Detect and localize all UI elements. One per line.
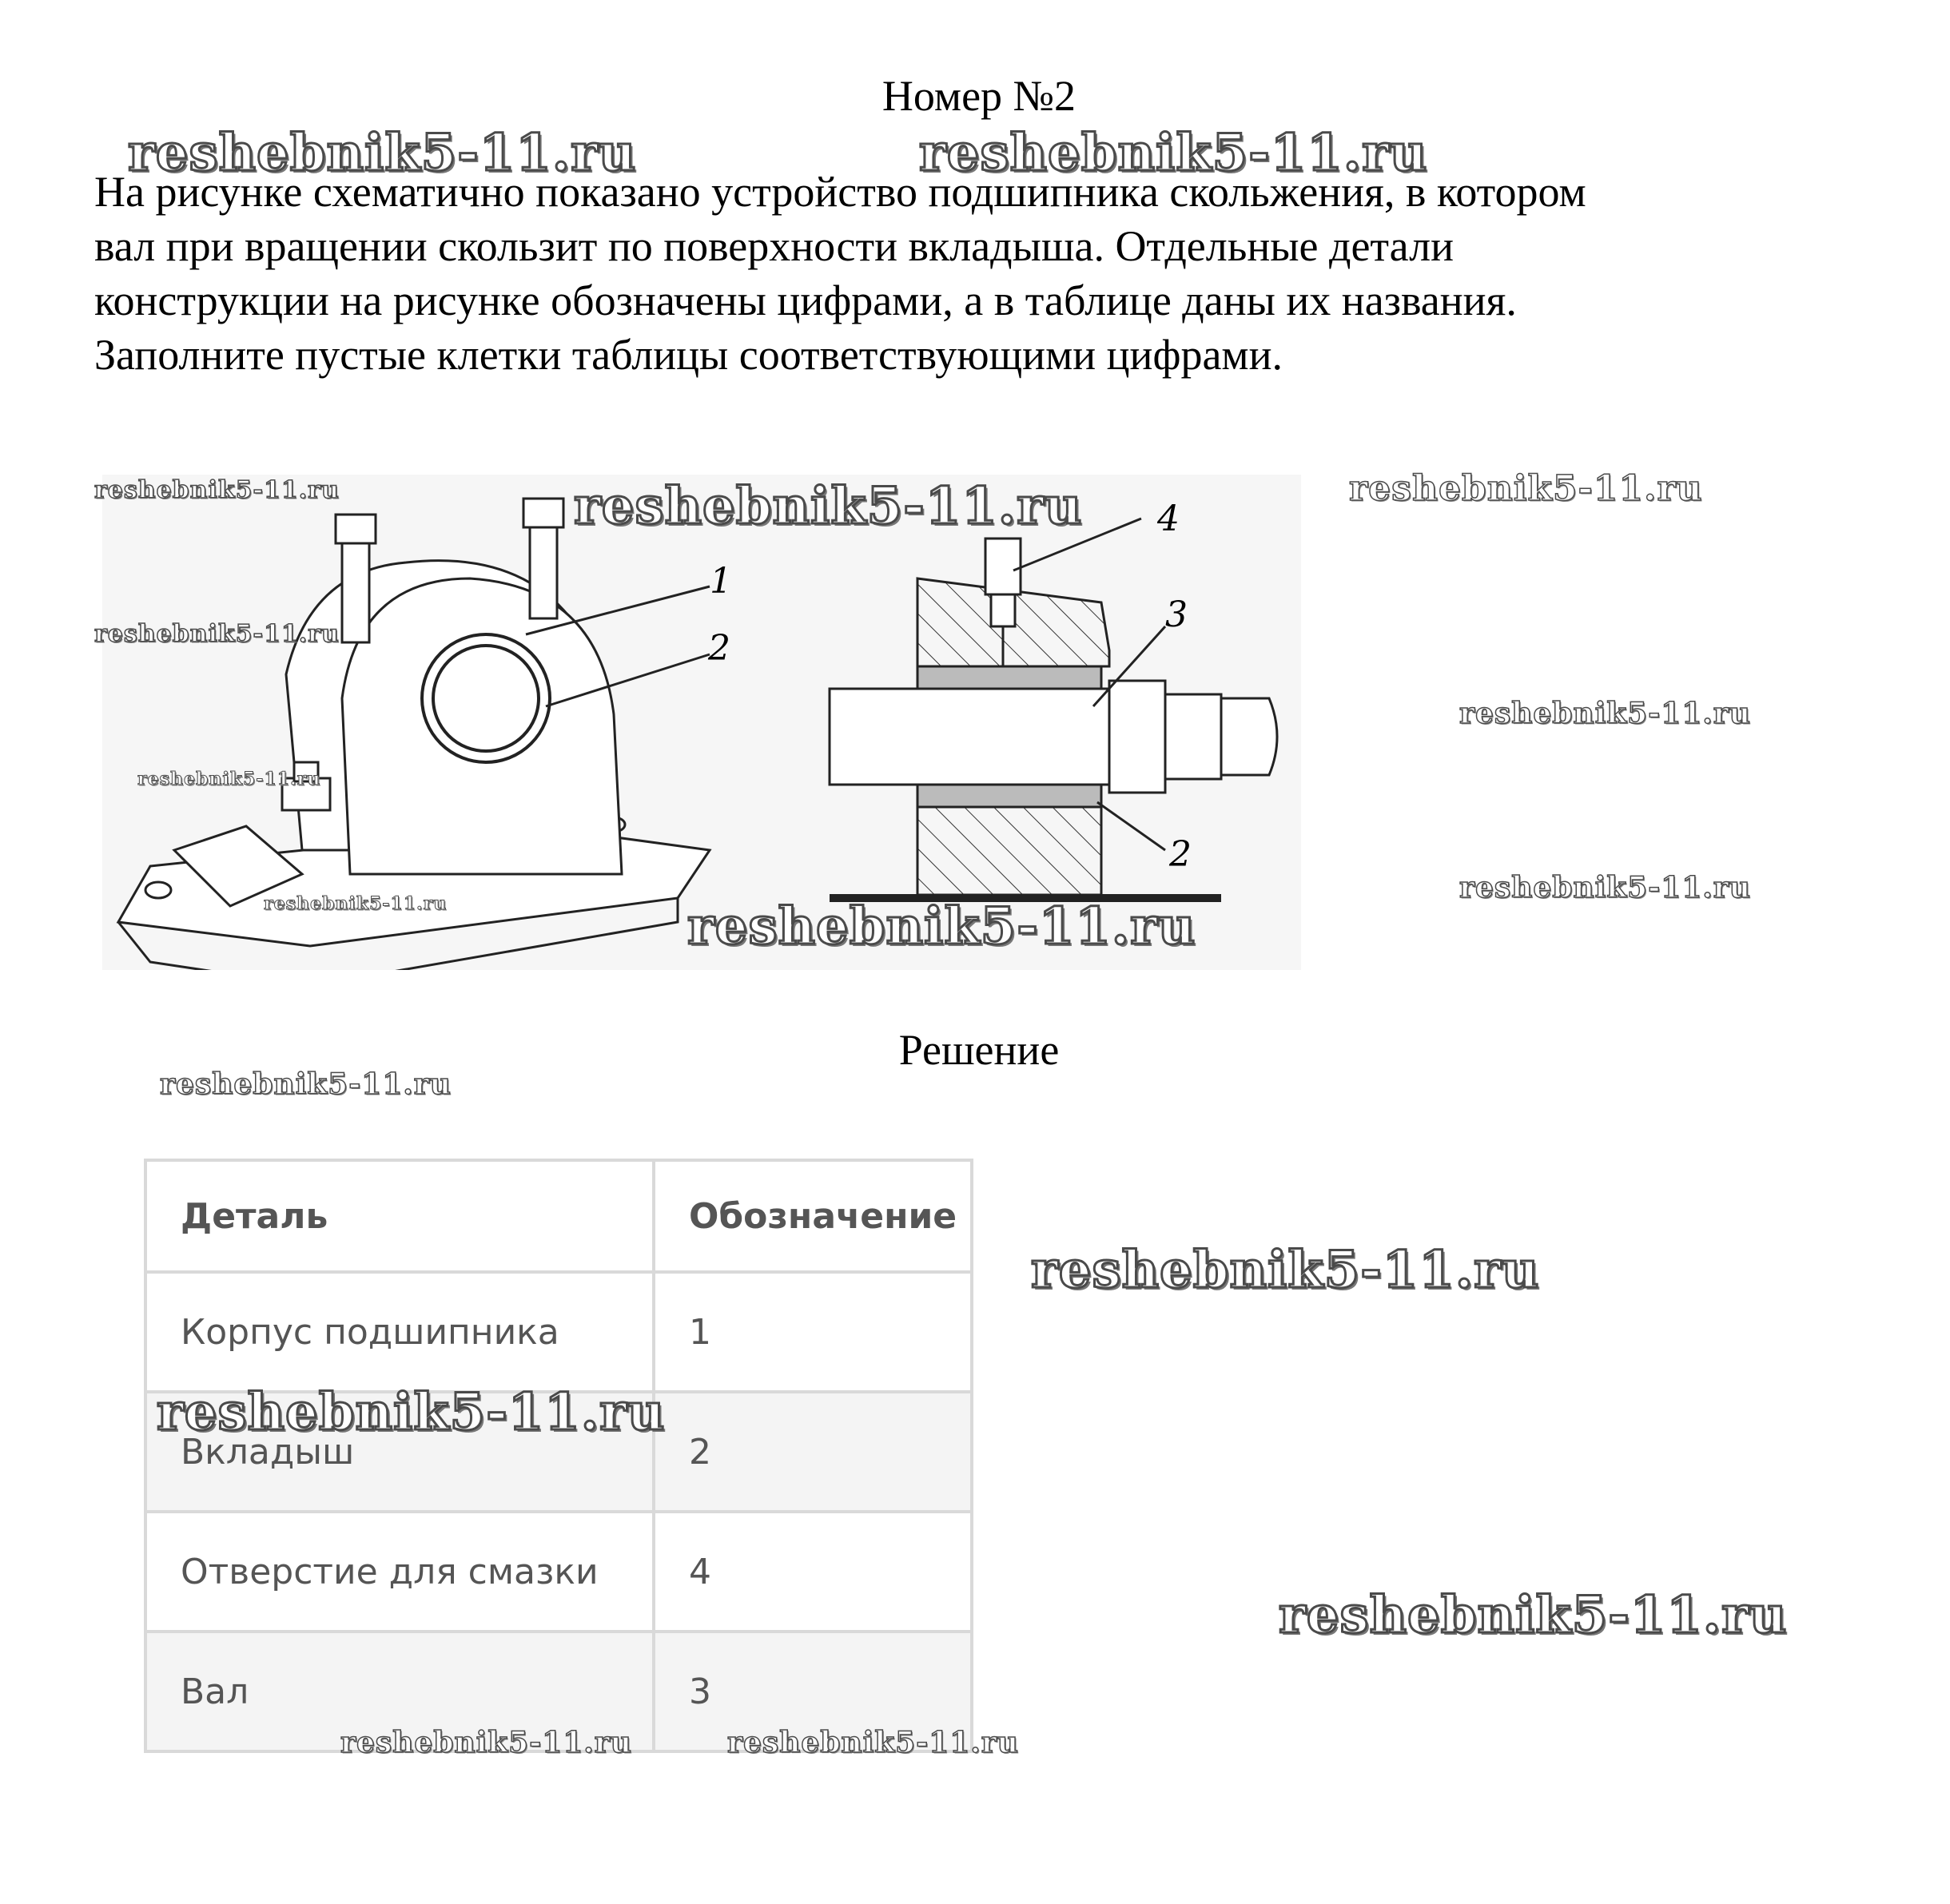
table-header-row	[145, 1160, 972, 1272]
watermark: reshebnik5-11.ru	[727, 1726, 1019, 1759]
cell-mark: 1	[654, 1272, 972, 1392]
cell-mark: 3	[654, 1632, 972, 1751]
watermark: reshebnik5-11.ru	[137, 769, 321, 789]
problem-line: На рисунке схематично показано устройство подшипника скольжения, в котором	[94, 168, 1586, 216]
left-label-1: 1	[710, 561, 732, 602]
watermark: reshebnik5-11.ru	[264, 893, 448, 914]
watermark: reshebnik5-11.ru	[94, 476, 340, 504]
bearing-illustration	[102, 475, 1301, 970]
header-part: Деталь	[145, 1160, 654, 1272]
watermark: reshebnik5-11.ru	[1459, 697, 1751, 730]
watermark: reshebnik5-11.ru	[687, 896, 1196, 956]
table-row	[145, 1632, 972, 1751]
watermark: reshebnik5-11.ru	[160, 1067, 452, 1101]
watermark: reshebnik5-11.ru	[94, 620, 340, 648]
answer-table	[144, 1159, 973, 1753]
watermark: reshebnik5-11.ru	[1349, 468, 1703, 509]
cell-part: Вал	[145, 1632, 654, 1751]
problem-line: конструкции на рисунке обозначены цифрами, а в таблице даны их названия.	[94, 276, 1517, 324]
table-row	[145, 1272, 972, 1392]
bearing-figure	[102, 475, 1301, 970]
right-label-4: 4	[1157, 499, 1180, 539]
watermark: reshebnik5-11.ru	[1031, 1240, 1540, 1300]
table-row	[145, 1512, 972, 1632]
left-label-2: 2	[708, 628, 730, 669]
solution-title: Решение	[898, 1026, 1060, 1074]
watermark: reshebnik5-11.ru	[574, 476, 1083, 536]
watermark: reshebnik5-11.ru	[157, 1382, 666, 1442]
watermark: reshebnik5-11.ru	[340, 1726, 632, 1759]
problem-line: Заполните пустые клетки таблицы соответствующими цифрами.	[94, 331, 1283, 379]
problem-line: вал при вращении скользит по поверхности вкладыша. Отдельные детали	[94, 222, 1454, 270]
watermark: reshebnik5-11.ru	[1459, 871, 1751, 904]
cell-mark: 2	[654, 1392, 972, 1512]
right-label-2: 2	[1169, 834, 1192, 875]
right-label-3: 3	[1165, 594, 1188, 635]
page-title: Номер №2	[881, 72, 1076, 120]
watermark: reshebnik5-11.ru	[128, 123, 637, 183]
problem-statement	[94, 165, 1853, 382]
bearing-section-drawing	[830, 519, 1277, 898]
cell-part: Вкладыш	[145, 1392, 654, 1512]
cell-part: Отверстие для смазки	[145, 1512, 654, 1632]
watermark: reshebnik5-11.ru	[1279, 1585, 1788, 1645]
cell-mark: 4	[654, 1512, 972, 1632]
plummer-block-drawing	[118, 499, 710, 970]
header-mark: Обозначение	[654, 1160, 972, 1272]
cell-part: Корпус подшипника	[145, 1272, 654, 1392]
watermark: reshebnik5-11.ru	[919, 123, 1428, 183]
table-row	[145, 1392, 972, 1512]
